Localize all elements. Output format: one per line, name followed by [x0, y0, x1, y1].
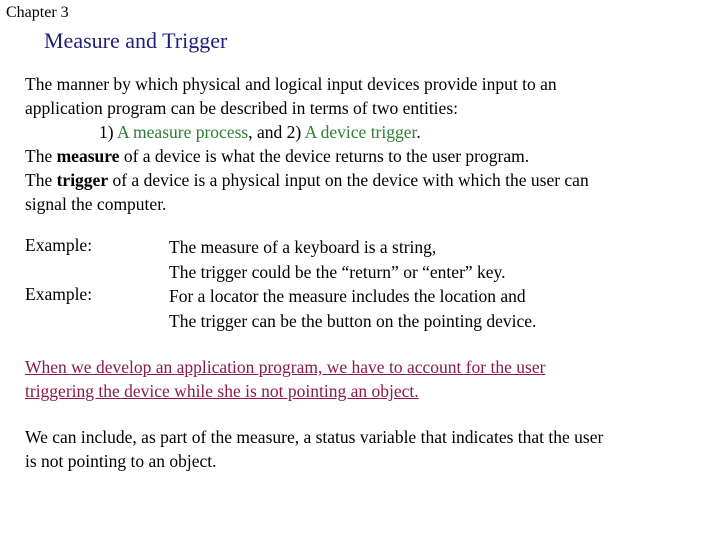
- measure-prefix: The: [25, 146, 57, 166]
- intro-last-line: signal the computer.: [25, 194, 167, 214]
- intro-line-2: application program can be described in terms of two entities:: [25, 98, 458, 118]
- example-line: The measure of a keyboard is a string,: [169, 237, 437, 257]
- entity-separator: , and 2): [248, 122, 305, 142]
- example-text: [169, 235, 536, 333]
- entity-device-trigger: A device trigger: [304, 122, 417, 142]
- intro-paragraph: [25, 72, 705, 216]
- example-label-2: Example:: [25, 284, 93, 304]
- trigger-definition: [25, 168, 705, 192]
- chapter-label: Chapter 3: [6, 4, 69, 21]
- entity-measure-process: A measure process: [117, 122, 249, 142]
- slide-title: Measure and Trigger: [44, 28, 228, 53]
- entity-end: .: [416, 122, 421, 142]
- closing-line-1: We can include, as part of the measure, a status variable that indicates that the user: [25, 427, 604, 447]
- example-label-1: Example:: [25, 235, 93, 255]
- entity-number-1: 1): [99, 122, 117, 142]
- trigger-term: trigger: [56, 170, 109, 190]
- note-line-2[interactable]: triggering the device while she is not pointing an object.: [25, 381, 419, 401]
- entities-line: [25, 120, 705, 144]
- example-line: The trigger can be the button on the pointing device.: [169, 310, 537, 331]
- closing-line-2: is not pointing to an object.: [25, 451, 217, 471]
- measure-rest: of a device is what the device returns to the user program.: [119, 146, 530, 166]
- example-line: The trigger could be the “return” or “enter” key.: [169, 261, 506, 282]
- trigger-prefix: The: [25, 170, 57, 190]
- intro-line-1: The manner by which physical and logical input devices provide input to an: [25, 74, 557, 94]
- note-line-1[interactable]: When we develop an application program, we have to account for the user: [25, 357, 546, 377]
- measure-term: measure: [56, 146, 120, 166]
- trigger-rest: of a device is a physical input on the device with which the user can: [108, 170, 589, 190]
- measure-definition: [25, 144, 705, 168]
- closing-paragraph: [25, 425, 705, 473]
- example-line: For a locator the measure includes the location and: [169, 286, 526, 306]
- note-link[interactable]: [25, 355, 705, 403]
